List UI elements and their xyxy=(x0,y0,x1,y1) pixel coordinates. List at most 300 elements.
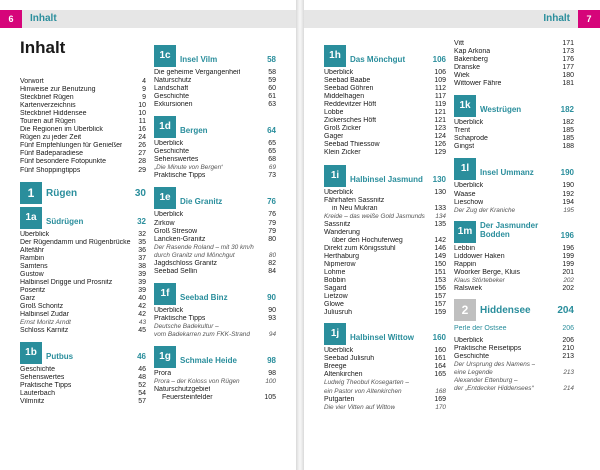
toc-entry-page: 57 xyxy=(138,398,146,406)
toc-entry xyxy=(324,245,446,253)
toc-entry-title: Steckbrief Rügen xyxy=(20,94,74,102)
toc-entry xyxy=(20,78,146,86)
toc-entry-page: 65 xyxy=(268,140,276,148)
left-header-title: Inhalt xyxy=(30,13,57,24)
toc-entry xyxy=(154,268,276,276)
section-badge: 1i xyxy=(324,165,346,187)
toc-entry xyxy=(324,404,446,412)
section-page: 204 xyxy=(557,304,574,316)
toc-entry-title: Lauterbach xyxy=(20,390,56,398)
section-name: Putbus xyxy=(46,352,74,362)
toc-entry-page: 161 xyxy=(434,355,446,363)
toc-entry-title: Zirkow xyxy=(154,219,175,227)
section-name: Schmale Heide xyxy=(180,356,237,366)
toc-section-heading xyxy=(154,283,276,305)
toc-entry-page: 202 xyxy=(562,284,574,292)
toc-entry xyxy=(154,307,276,315)
toc-entry-page: 156 xyxy=(434,285,446,293)
toc-entry xyxy=(20,382,146,390)
toc-entry xyxy=(20,295,146,303)
toc-entry-title: Wiek xyxy=(454,72,470,80)
toc-entry xyxy=(20,150,146,158)
toc-entry-title: Prora – der Koloss von Rügen xyxy=(154,378,240,386)
toc-entry-title: Überblick xyxy=(324,188,354,196)
toc-entry xyxy=(324,253,446,261)
toc-entry-title: Ludwig Theobul Kosegarten – xyxy=(324,379,409,387)
toc-entry-title: Ernst Moritz Arndt xyxy=(20,319,71,327)
toc-entry xyxy=(20,94,146,102)
toc-entry xyxy=(154,172,276,180)
toc-entry xyxy=(324,347,446,355)
toc-entry xyxy=(20,86,146,94)
toc-entry-page: 24 xyxy=(138,134,146,142)
toc-entry-title: Geschichte xyxy=(20,366,56,374)
spacer xyxy=(454,88,574,92)
toc-entry-page: 199 xyxy=(562,252,574,260)
toc-entry-page: 10 xyxy=(138,110,146,118)
toc-entry-title: Halbinsel Zudar xyxy=(20,311,70,319)
toc-entry-page: 165 xyxy=(434,371,446,379)
toc-entry xyxy=(454,80,574,88)
toc-entry-title: Ralswiek xyxy=(454,284,483,292)
book-gutter xyxy=(296,0,304,470)
toc-entry-page: 98 xyxy=(268,370,276,378)
toc-entry xyxy=(20,110,146,118)
toc-entry-title: Herthaburg xyxy=(324,252,360,260)
toc-entry xyxy=(20,398,146,406)
toc-entry-page: 32 xyxy=(138,230,146,238)
spacer xyxy=(154,109,276,113)
section-badge: 1b xyxy=(20,342,42,364)
toc-entry xyxy=(454,191,574,199)
toc-entry xyxy=(324,293,446,301)
toc-entry-page: 63 xyxy=(268,101,276,109)
toc-entry-page: 100 xyxy=(265,378,276,386)
toc-section-heading xyxy=(154,116,276,138)
toc-entry-page: 11 xyxy=(138,118,146,126)
toc-entry xyxy=(20,366,146,374)
toc-entry-title: Fünf Shoppingtipps xyxy=(20,166,81,174)
toc-entry-title: Überblick xyxy=(154,211,184,219)
toc-entry-title: Der Ursprung des Namens – xyxy=(454,361,536,369)
toc-entry-page: 80 xyxy=(268,251,276,259)
toc-entry xyxy=(154,85,276,93)
toc-entry-page: 185 xyxy=(562,135,574,143)
toc-entry xyxy=(20,255,146,263)
toc-entry-page: 151 xyxy=(434,268,446,276)
toc-entry-page: 60 xyxy=(268,85,276,93)
toc-entry xyxy=(454,337,574,345)
toc-entry xyxy=(154,244,276,252)
toc-entry-title: Steckbrief Hiddensee xyxy=(20,110,87,118)
toc-entry-page: 9 xyxy=(142,94,146,102)
toc-entry-page: 39 xyxy=(138,270,146,278)
toc-entry-page: 146 xyxy=(434,244,446,252)
toc-entry-title: Fünf Empfehlungen für Genießer xyxy=(20,142,123,150)
page-title: Inhalt xyxy=(20,38,66,57)
toc-entry-page: 73 xyxy=(268,172,276,180)
toc-entry-page: 27 xyxy=(138,150,146,158)
toc-entry-title: Nipmerow xyxy=(324,260,356,268)
section-name: Bergen xyxy=(180,126,208,136)
toc-entry-page: 188 xyxy=(562,143,574,151)
toc-entry-page: 173 xyxy=(562,48,574,56)
left-header xyxy=(0,10,296,28)
toc-entry-title: Landschaft xyxy=(154,85,189,93)
toc-entry xyxy=(454,199,574,207)
toc-section-heading xyxy=(454,299,574,321)
toc-entry xyxy=(324,388,446,396)
toc-entry-title: Halbinsel Drigge und Prosnitz xyxy=(20,278,113,286)
toc-entry-page: 39 xyxy=(138,278,146,286)
toc-entry-page: 123 xyxy=(434,125,446,133)
toc-entry-title: „Die Minute von Bergen“ xyxy=(154,164,224,172)
toc-entry-page: 105 xyxy=(264,394,276,402)
toc-entry xyxy=(454,253,574,261)
toc-entry-page: 10 xyxy=(138,102,146,110)
toc-entry xyxy=(454,207,574,215)
toc-entry-title: in Neu Mukran xyxy=(332,204,378,212)
toc-entry xyxy=(324,189,446,197)
toc-entry-page: 59 xyxy=(268,77,276,85)
toc-entry-page: 36 xyxy=(138,246,146,254)
toc-entry xyxy=(324,125,446,133)
toc-entry xyxy=(154,228,276,236)
toc-entry xyxy=(324,237,446,245)
toc-entry-title: Seebad Sellin xyxy=(154,267,198,275)
toc-entry xyxy=(20,271,146,279)
toc-entry-page: 39 xyxy=(138,286,146,294)
toc-entry-page: 150 xyxy=(434,260,446,268)
toc-entry xyxy=(154,140,276,148)
toc-section-heading xyxy=(20,182,146,204)
toc-entry xyxy=(20,279,146,287)
toc-entry xyxy=(324,141,446,149)
toc-entry xyxy=(154,323,276,331)
toc-entry-title: Altenkirchen xyxy=(324,371,363,379)
toc-entry-page: 94 xyxy=(268,330,276,338)
toc-entry-page: 157 xyxy=(434,293,446,301)
spacer xyxy=(324,158,446,162)
spacer xyxy=(20,335,146,339)
toc-entry-page: 28 xyxy=(138,158,146,166)
section-name: Rügen xyxy=(46,187,78,199)
toc-entry-page: 149 xyxy=(434,252,446,260)
toc-entry xyxy=(20,311,146,319)
toc-entry-title: Fährhafen Sassnitz xyxy=(324,196,385,204)
toc-entry-page: 26 xyxy=(138,142,146,150)
section-badge: 1k xyxy=(454,95,476,117)
toc-entry-page: 82 xyxy=(268,259,276,267)
toc-entry-page: 9 xyxy=(142,86,146,94)
toc-entry-page: 177 xyxy=(562,64,574,72)
toc-entry-page: 46 xyxy=(138,366,146,374)
section-badge: 1l xyxy=(454,158,476,180)
toc-entry-page: 206 xyxy=(562,336,574,344)
toc-entry-title: Dranske xyxy=(454,64,481,72)
section-name: Seebad Binz xyxy=(180,292,228,302)
toc-entry-title: Putgarten xyxy=(324,395,355,403)
toc-entry-title: Woorker Berge, Kluis xyxy=(454,268,521,276)
toc-section-heading xyxy=(154,346,276,368)
toc-entry-page: 109 xyxy=(434,77,446,85)
toc-entry-page: 61 xyxy=(268,93,276,101)
toc-entry xyxy=(454,325,574,333)
toc-entry xyxy=(20,142,146,150)
toc-entry-title: Seebad Göhren xyxy=(324,85,374,93)
toc-entry xyxy=(20,374,146,382)
toc-entry-title: Deutsche Badekultur – xyxy=(154,322,219,330)
toc-entry-page: 213 xyxy=(562,353,574,361)
toc-entry-title: Middelhagen xyxy=(324,93,365,101)
toc-entry xyxy=(154,93,276,101)
toc-entry-title: Geschichte xyxy=(154,93,190,101)
toc-entry-page: 213 xyxy=(563,369,574,377)
toc-entry-title: Naturschutz xyxy=(154,77,192,85)
toc-entry-title: Praktische Tipps xyxy=(154,314,206,322)
toc-entry-title: Seebad Thiessow xyxy=(324,141,380,149)
toc-section-heading xyxy=(454,158,574,180)
toc-entry-title: Garz xyxy=(20,294,36,302)
toc-entry-title: Vorwort xyxy=(20,78,44,85)
toc-entry-page: 38 xyxy=(138,262,146,270)
section-page: 90 xyxy=(267,292,276,302)
section-page: 196 xyxy=(560,230,574,240)
toc-entry xyxy=(324,221,446,229)
toc-entry xyxy=(454,40,574,48)
toc-entry xyxy=(454,64,574,72)
toc-entry-page: 79 xyxy=(268,219,276,227)
toc-entry xyxy=(154,77,276,85)
toc-entry xyxy=(454,285,574,293)
toc-entry-page: 170 xyxy=(435,403,446,411)
toc-entry-page: 130 xyxy=(434,188,446,196)
section-badge: 1e xyxy=(154,187,176,209)
toc-entry-title: Seebad Baabe xyxy=(324,77,371,85)
section-name-line: Bodden xyxy=(480,229,510,239)
toc-entry-page: 90 xyxy=(268,306,276,314)
toc-entry-page: 106 xyxy=(434,69,446,76)
toc-entry xyxy=(454,48,574,56)
toc-entry-title: Vilmnitz xyxy=(20,398,45,406)
toc-entry-title: Seebad Julisruh xyxy=(324,355,375,363)
toc-entry xyxy=(454,127,574,135)
toc-entry-title: Praktische Reisetipps xyxy=(454,345,522,353)
toc-entry-page: 180 xyxy=(562,72,574,80)
toc-entry xyxy=(20,287,146,295)
toc-entry-title: Bakenberg xyxy=(454,56,488,64)
toc-entry-page: 117 xyxy=(434,93,446,101)
toc-entry xyxy=(324,301,446,309)
toc-entry-page: 199 xyxy=(562,260,574,268)
section-page: 64 xyxy=(267,126,276,136)
toc-entry-title: Perle der Ostsee xyxy=(454,324,507,332)
toc-entry-page: 182 xyxy=(562,119,574,127)
toc-section-heading xyxy=(324,323,446,345)
toc-entry xyxy=(454,277,574,285)
toc-entry-title: Exkursionen xyxy=(154,101,193,109)
toc-entry-page: 54 xyxy=(138,390,146,398)
toc-section-heading xyxy=(324,45,446,67)
toc-entry-title: Lobbe xyxy=(324,109,344,117)
section-name: Das Mönchgut xyxy=(350,55,406,64)
toc-entry xyxy=(454,361,574,369)
toc-section-heading xyxy=(20,342,146,364)
toc-entry xyxy=(324,396,446,404)
toc-entry-title: Überblick xyxy=(154,306,184,314)
toc-entry-title: Lancken-Granitz xyxy=(154,235,206,243)
toc-entry-page: 171 xyxy=(562,40,574,47)
toc-entry-page: 214 xyxy=(563,385,574,393)
toc-entry-page: 84 xyxy=(268,267,276,275)
section-page: 46 xyxy=(137,352,146,362)
toc-entry-page: 93 xyxy=(268,314,276,322)
spacer xyxy=(454,215,574,218)
section-badge: 1f xyxy=(154,283,176,305)
toc-entry-title: Fünf besondere Fotopunkte xyxy=(20,158,107,166)
toc-entry xyxy=(154,315,276,323)
toc-column-4 xyxy=(454,40,574,393)
section-page: 98 xyxy=(267,356,276,366)
right-header xyxy=(304,10,600,28)
toc-entry-title: Überblick xyxy=(324,347,354,355)
section-page: 30 xyxy=(134,187,146,199)
toc-entry-page: 181 xyxy=(562,80,574,88)
toc-entry-title: Hinweise zur Benutzung xyxy=(20,86,96,94)
toc-entry-page: 153 xyxy=(434,277,446,285)
toc-entry-page: 133 xyxy=(434,204,446,212)
toc-entry xyxy=(324,213,446,221)
toc-entry-page: 76 xyxy=(268,211,276,219)
toc-entry xyxy=(324,269,446,277)
toc-section-heading xyxy=(454,95,574,117)
toc-entry-page: 48 xyxy=(138,374,146,382)
toc-entry-page: 35 xyxy=(138,238,146,246)
toc-entry-page: 29 xyxy=(138,166,146,174)
toc-entry xyxy=(154,69,276,77)
toc-entry xyxy=(154,220,276,228)
toc-entry-title: Feuersteinfelder xyxy=(162,394,213,402)
toc-entry xyxy=(154,156,276,164)
toc-entry xyxy=(20,118,146,126)
toc-entry xyxy=(324,109,446,117)
toc-entry-page: 4 xyxy=(142,78,146,85)
section-badge: 1a xyxy=(20,207,42,229)
toc-entry-title: Sassnitz xyxy=(324,220,351,228)
toc-entry-title: Die vier Vitten auf Wittow xyxy=(324,403,396,411)
toc-entry xyxy=(454,135,574,143)
toc-entry-title: Trent xyxy=(454,127,471,135)
toc-entry-title: über den Hochuferweg xyxy=(332,236,403,244)
toc-entry xyxy=(154,164,276,172)
toc-entry xyxy=(454,385,574,393)
toc-entry-title: Schloss Karnitz xyxy=(20,327,69,335)
toc-entry xyxy=(20,167,146,175)
section-badge: 1d xyxy=(154,116,176,138)
section-badge: 1 xyxy=(20,182,42,204)
toc-section-heading xyxy=(20,207,146,229)
toc-entry-page: 164 xyxy=(434,363,446,371)
toc-entry xyxy=(324,285,446,293)
toc-entry xyxy=(454,353,574,361)
toc-entry-title: Kartenverzeichnis xyxy=(20,102,76,110)
toc-entry-page: 65 xyxy=(268,148,276,156)
toc-entry xyxy=(154,211,276,219)
toc-entry xyxy=(20,102,146,110)
toc-entry-page: 121 xyxy=(434,117,446,125)
toc-entry xyxy=(454,143,574,151)
toc-entry-page: 37 xyxy=(138,254,146,262)
spacer xyxy=(324,317,446,320)
toc-entry-page: 45 xyxy=(138,327,146,335)
toc-entry xyxy=(454,369,574,377)
toc-entry-title: Lietzow xyxy=(324,293,348,301)
toc-entry-page: 176 xyxy=(562,56,574,64)
toc-entry-page: 80 xyxy=(268,235,276,243)
toc-section-heading xyxy=(454,221,574,243)
toc-entry xyxy=(324,85,446,93)
toc-section-heading xyxy=(324,165,446,187)
toc-entry-title: Die Regionen im Überblick xyxy=(20,126,103,134)
toc-entry xyxy=(154,386,276,394)
toc-entry xyxy=(20,319,146,327)
toc-entry-page: 42 xyxy=(138,302,146,310)
toc-column-3 xyxy=(324,42,446,412)
toc-entry xyxy=(324,69,446,77)
section-name-line: Der Jasmunder xyxy=(480,220,539,230)
toc-entry-page: 69 xyxy=(268,164,276,172)
toc-entry-title: Lebbin xyxy=(454,244,476,252)
section-name: Halbinsel Jasmund xyxy=(350,174,423,184)
toc-entry-title: Sehenswertes xyxy=(154,156,199,164)
toc-entry-title: Samtens xyxy=(20,262,48,270)
toc-entry xyxy=(154,378,276,386)
toc-entry-page: 194 xyxy=(562,198,574,206)
section-page: 182 xyxy=(560,105,574,115)
right-page xyxy=(304,0,600,470)
toc-entry-title: Überblick xyxy=(154,140,184,148)
toc-entry-title: eine Legende xyxy=(454,369,493,377)
section-name xyxy=(480,221,538,239)
toc-entry-title: der „Entdecker Hiddensees“ xyxy=(454,385,534,393)
section-page: 76 xyxy=(267,197,276,207)
toc-entry-page: 195 xyxy=(563,206,574,214)
toc-entry-page: 16 xyxy=(138,126,146,134)
toc-entry xyxy=(154,148,276,156)
spacer xyxy=(154,339,276,343)
section-badge: 1m xyxy=(454,221,476,243)
toc-entry-title: Liddower Haken xyxy=(454,252,505,260)
toc-entry xyxy=(154,260,276,268)
toc-entry-title: Groß Schoritz xyxy=(20,302,64,310)
toc-entry-page: 135 xyxy=(434,220,446,228)
toc-entry-page: 157 xyxy=(434,301,446,309)
toc-entry-title: Fünf Badeparadiese xyxy=(20,150,84,158)
toc-entry-page: 142 xyxy=(434,236,446,244)
toc-entry-title: Lieschow xyxy=(454,198,484,206)
toc-entry-page: 40 xyxy=(138,294,146,302)
toc-entry-title: vom Badekarren zum FKK-Strand xyxy=(154,330,250,338)
toc-entry-title: Der Zug der Kraniche xyxy=(454,206,516,214)
toc-entry-page: 58 xyxy=(268,69,276,76)
section-page: 160 xyxy=(432,333,446,343)
section-page: 106 xyxy=(432,55,446,64)
toc-entry xyxy=(454,269,574,277)
toc-entry-page: 201 xyxy=(562,268,574,276)
toc-column-1 xyxy=(20,78,146,406)
left-page xyxy=(0,0,296,470)
toc-entry-title: Direkt zum Königsstuhl xyxy=(324,244,396,252)
